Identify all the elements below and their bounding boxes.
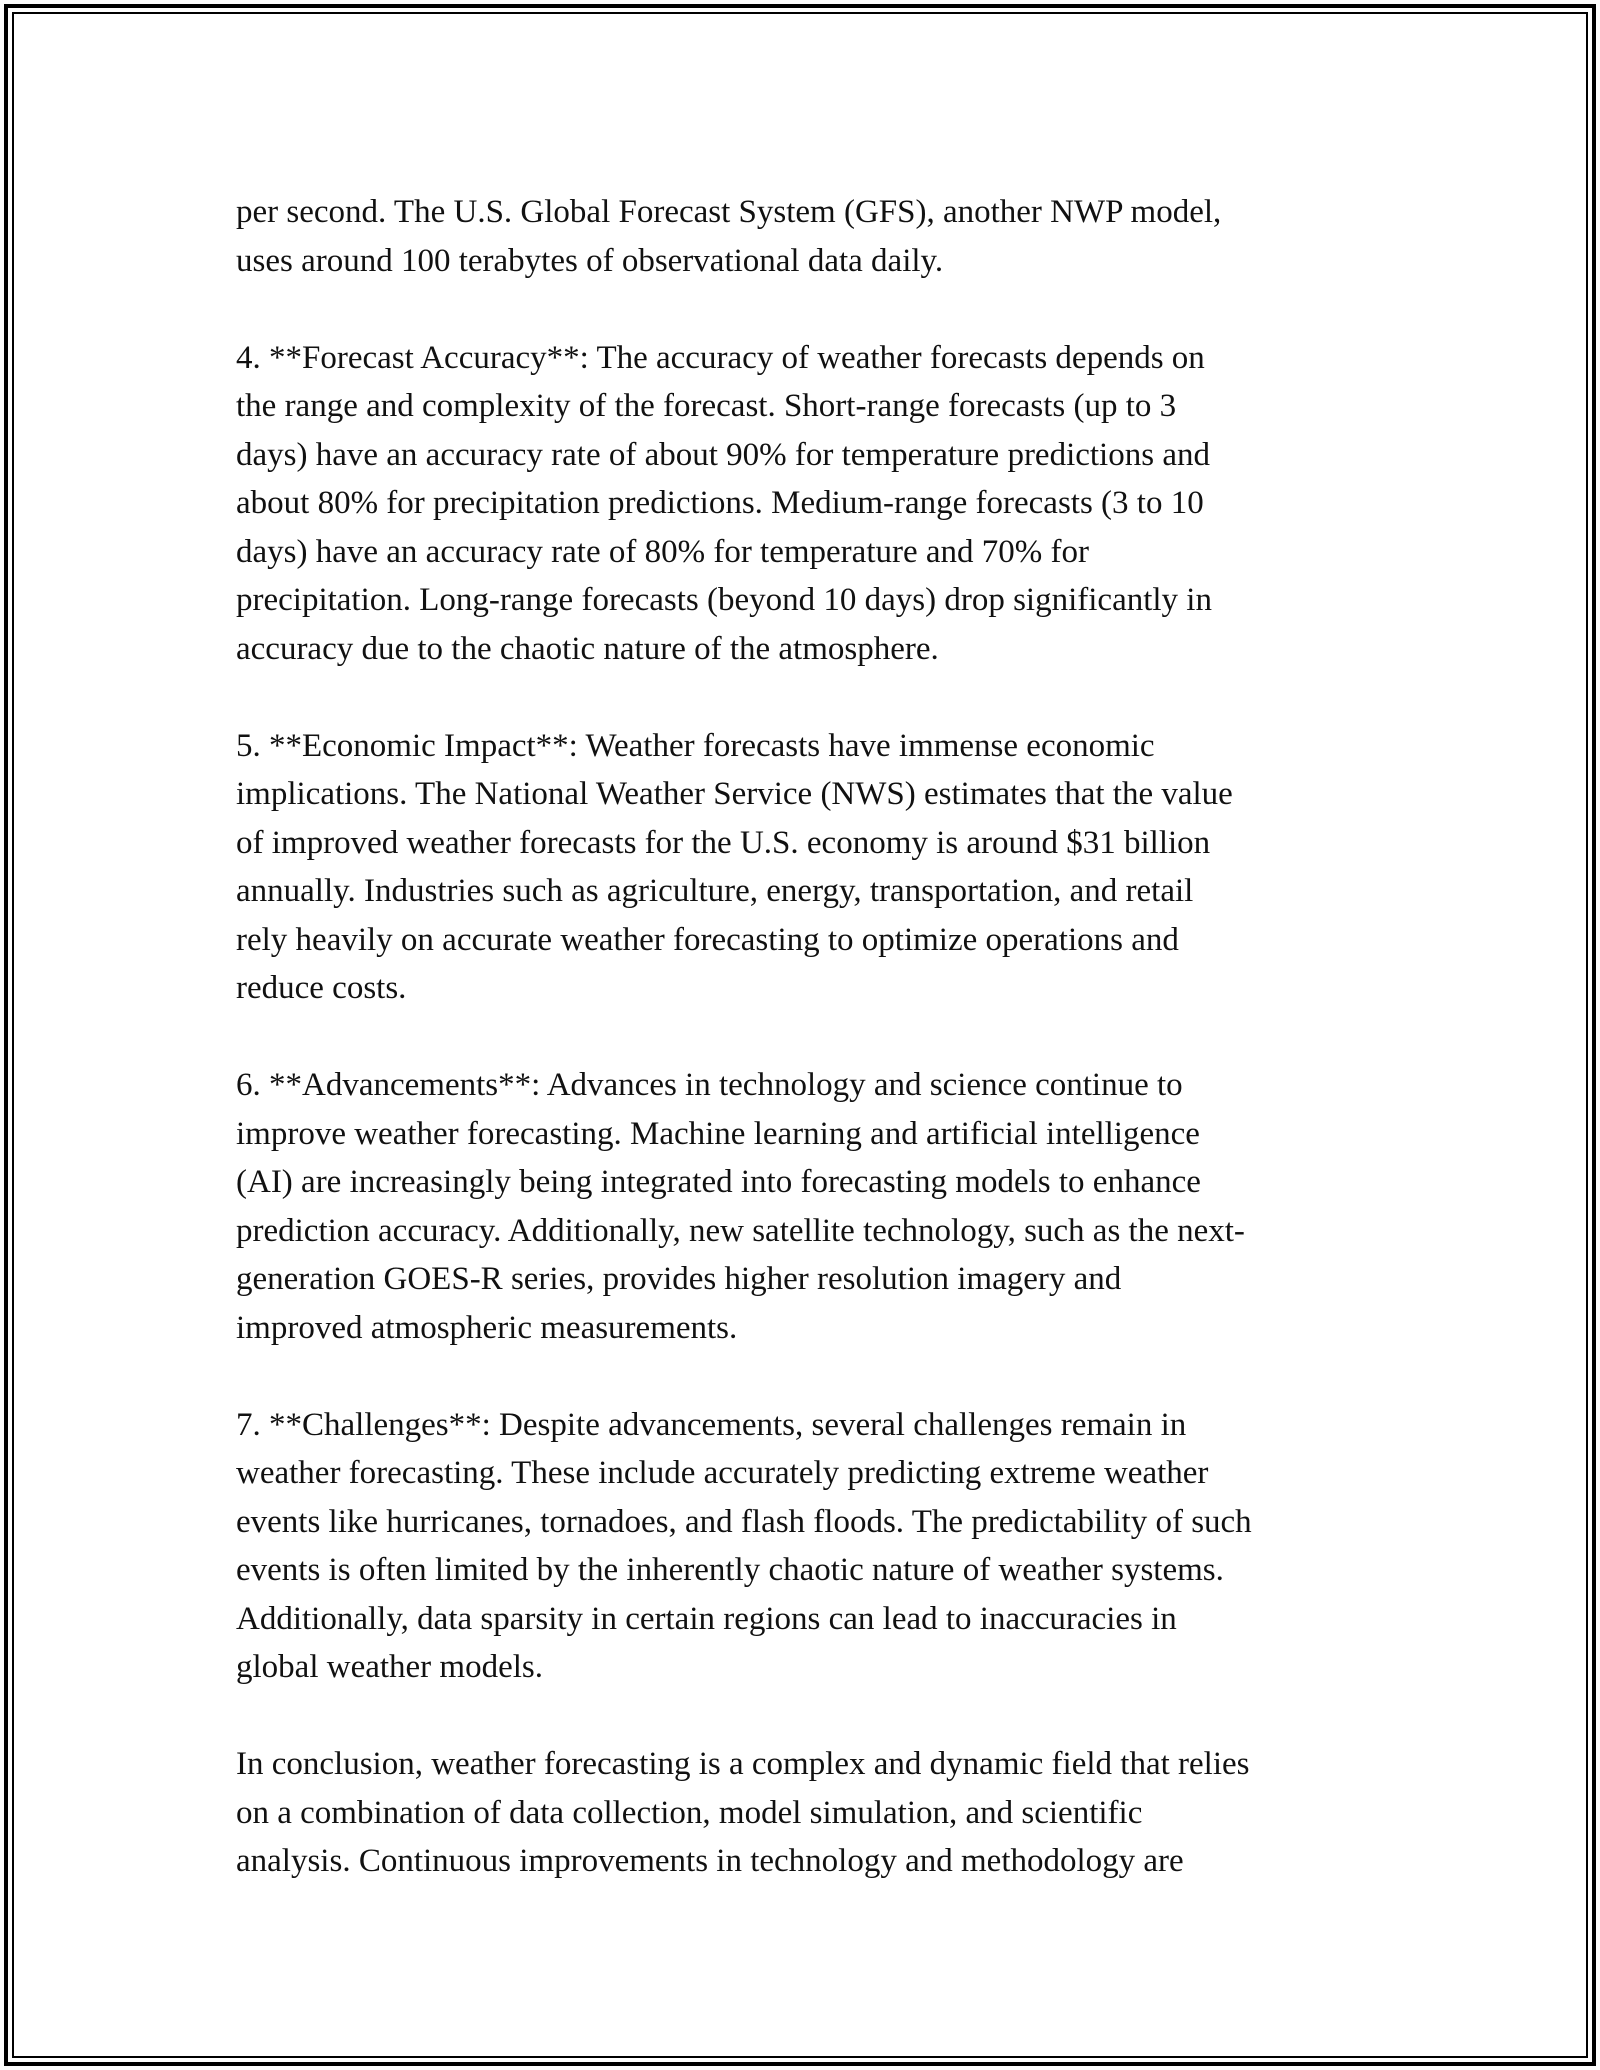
text-line: precipitation. Long-range forecasts (beyond 10 days) drop significantly in <box>236 582 1212 618</box>
text-line: implications. The National Weather Service (NWS) estimates that the value <box>236 776 1233 812</box>
text-line: 4. **Forecast Accuracy**: The accuracy of weather forecasts depends on <box>236 339 1205 376</box>
text-line: improve weather forecasting. Machine learning and artificial intelligence <box>236 1115 1200 1152</box>
text-line: days) have an accuracy rate of 80% for temperature and 70% for <box>236 533 1089 570</box>
text-line: 7. **Challenges**: Despite advancements, several challenges remain in <box>236 1406 1187 1443</box>
paragraph-forecast-accuracy <box>236 334 1396 674</box>
text-line: events is often limited by the inherently chaotic nature of weather systems. <box>236 1552 1224 1588</box>
text-line: about 80% for precipitation predictions. Medium-range forecasts (3 to 10 <box>236 485 1204 521</box>
paragraph-challenges <box>236 1401 1396 1692</box>
text-line: rely heavily on accurate weather forecasting to optimize operations and <box>236 921 1179 958</box>
text-line: reduce costs. <box>236 970 407 1006</box>
text-line: the range and complexity of the forecast. Short-range forecasts (up to 3 <box>236 388 1177 424</box>
paragraph-gfs-continuation <box>236 188 1396 285</box>
document-body <box>236 188 1396 1934</box>
paragraph-economic-impact <box>236 722 1396 1013</box>
paragraph-advancements <box>236 1061 1396 1352</box>
text-line: 5. **Economic Impact**: Weather forecasts have immense economic <box>236 727 1155 764</box>
text-line: days) have an accuracy rate of about 90% for temperature predictions and <box>236 436 1210 473</box>
text-line: improved atmospheric measurements. <box>236 1309 738 1346</box>
text-line: per second. The U.S. Global Forecast System (GFS), another NWP model, <box>236 194 1222 230</box>
text-line: uses around 100 terabytes of observational data daily. <box>236 242 944 279</box>
text-line: global weather models. <box>236 1649 543 1685</box>
text-line: 6. **Advancements**: Advances in technology and science continue to <box>236 1067 1183 1103</box>
text-line: events like hurricanes, tornadoes, and flash floods. The predictability of such <box>236 1503 1252 1540</box>
paragraph-conclusion <box>236 1740 1396 1886</box>
text-line: In conclusion, weather forecasting is a complex and dynamic field that relies <box>236 1746 1250 1782</box>
text-line: accuracy due to the chaotic nature of the atmosphere. <box>236 630 939 667</box>
text-line: weather forecasting. These include accurately predicting extreme weather <box>236 1455 1209 1491</box>
text-line: analysis. Continuous improvements in technology and methodology are <box>236 1843 1184 1879</box>
text-line: annually. Industries such as agriculture, energy, transportation, and retail <box>236 873 1194 909</box>
text-line: (AI) are increasingly being integrated into forecasting models to enhance <box>236 1164 1201 1200</box>
text-line: generation GOES-R series, provides higher resolution imagery and <box>236 1261 1122 1297</box>
text-line: on a combination of data collection, model simulation, and scientific <box>236 1794 1143 1831</box>
text-line: of improved weather forecasts for the U.S. economy is around $31 billion <box>236 824 1211 861</box>
text-line: prediction accuracy. Additionally, new satellite technology, such as the next- <box>236 1212 1245 1249</box>
text-line: Additionally, data sparsity in certain regions can lead to inaccuracies in <box>236 1600 1177 1637</box>
